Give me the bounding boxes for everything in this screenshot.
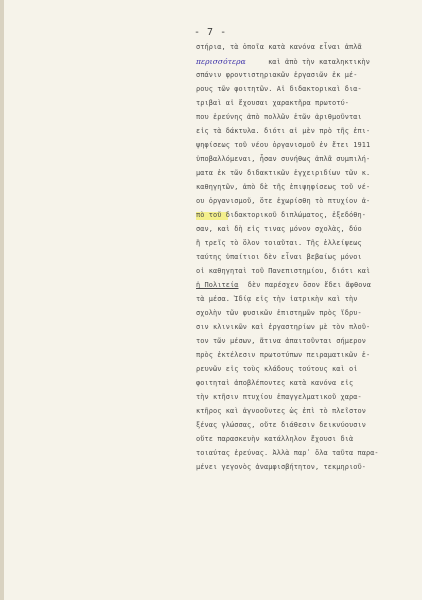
text-line: τὴν κτῆσιν πτυχίου ἐπαγγελματικοῦ χαρα- [196, 393, 362, 401]
text-line [196, 281, 371, 289]
text-line: οἱ καθηγηταὶ τοῦ Πανεπιστημίου, διότι καὶ [196, 267, 371, 275]
text-line: φοιτηταὶ ἀποβλέποντες κατὰ κανόνα εἰς [196, 379, 354, 387]
underlined-word: ἡ Πολιτεία [196, 281, 239, 289]
text-line: οὔτε παρασκευὴν κατάλληλον ἔχουσι διὰ [196, 435, 354, 443]
text-line: ου ὀργανισμοῦ, ὅτε ἐχωρίσθη τὸ πτυχίον ἀ- [196, 197, 371, 205]
text-line: τον τῶν μέσων, ἅτινα ἀπαιτοῦνται σήμερον [196, 337, 366, 345]
text-line: πὸ τοῦ διδακτορικοῦ διπλώματος, ἐξεδόθη- [196, 211, 366, 219]
text-line: ξένας γλώσσας, οὔτε διάθεσιν δεικνύουσιν [196, 421, 366, 429]
text-line: σιν κλινικῶν καὶ ἐργαστηρίων μὲ τὸν πλοῦ- [196, 323, 371, 331]
text-line: σπάνιν φροντιστηριακῶν ἐργασιῶν ἐκ μέ- [196, 71, 358, 79]
text-line: εἰς τὰ δάκτυλα. διότι αἱ μὲν πρὸ τῆς ἐπι- [196, 127, 371, 135]
text-line: ψηφίσεως τοῦ νέου ὀργανισμοῦ ἐν ἔτει 1911 [196, 141, 371, 149]
text-line [196, 57, 370, 66]
text-line: μένει γεγονὸς ἀναμφισβήτητον, τεκμηριοῦ- [196, 463, 366, 471]
handwritten-insert: περισσότερα [196, 57, 246, 66]
text-line: κτῆρος καὶ ἀγνοοῦντες ὡς ἐπὶ τὸ πλεῖστον [196, 407, 366, 415]
text-line: στήρια, τὰ ὁποῖα κατὰ κανόνα εἶναι ἁπλᾶ [196, 43, 362, 51]
text-line: ρευνῶν εἰς τοὺς κλάδους τούτους καὶ οἱ [196, 365, 358, 373]
text-line: τὰ μέσα. Ἰδίᾳ εἰς τὴν ἰατρικὴν καὶ τὴν [196, 295, 358, 303]
text-line: σχολὴν τῶν φυσικῶν ἐπιστημῶν πρὸς ἵδρυ- [196, 309, 362, 317]
text-line: που ἐρεύνης ἀπὸ πολλῶν ἐτῶν ἀριθμοῦνται [196, 113, 362, 121]
page-number: - 7 - [194, 27, 227, 38]
text-line: τοιαύτας ἐρεύνας. Ἀλλὰ παρ᾽ ὅλα ταῦτα παρα- [196, 449, 379, 457]
text-line: πρὸς ἐκτέλεσιν πρωτοτύπων πειραματικῶν ἐ- [196, 351, 371, 359]
text-line-rest: δὲν παρέσχεν ὅσον ἔδει ἄφθονα [247, 281, 371, 289]
text-line: ρους τῶν φοιτητῶν. Αἱ διδακτορικαὶ δια- [196, 85, 362, 93]
text-line: καθηγητῶν, ἀπὸ δὲ τῆς ἐπιψηφίσεως τοῦ νέ- [196, 183, 371, 191]
text-line-rest: καὶ ἀπὸ τὴν καταληκτικὴν [268, 58, 371, 66]
text-line: ματα ἐκ τῶν διδακτικῶν ἐγχειριδίων τῶν κ. [196, 169, 371, 177]
text-line: ταύτης ὑπαίτιοι δὲν εἶναι βεβαίως μόνοι [196, 253, 362, 261]
text-line: ὑποβαλλόμεναι, ἦσαν συνήθως ἁπλᾶ συμπιλή- [196, 155, 371, 163]
text-line: ἢ τρεῖς τὸ ὅλον τοιαῦται. Τῆς ἐλλείψεως [196, 239, 362, 247]
text-line: σαν, καὶ δὴ εἰς τινας μόνον σχολὰς, δύο [196, 225, 362, 233]
text-line: τριβαὶ αἱ ἔχουσαι χαρακτῆρα πρωτοτύ- [196, 99, 349, 107]
